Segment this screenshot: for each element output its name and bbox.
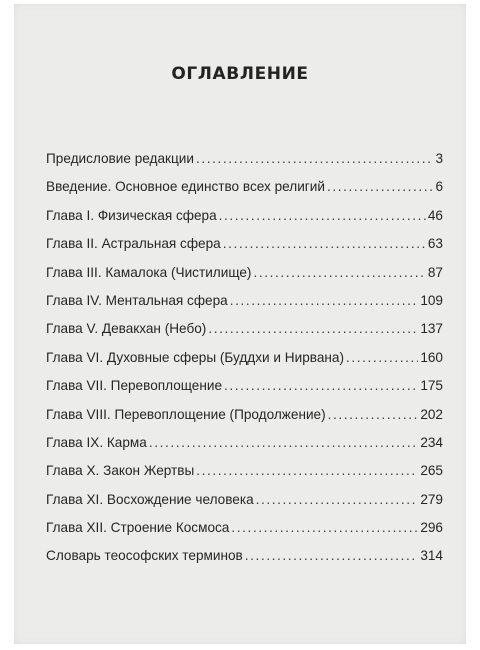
toc-entry-title: Глава XI. Восхождение человека [46, 491, 254, 507]
toc-entry [46, 548, 443, 576]
leader-dots [196, 151, 433, 166]
toc-entry-title: Глава IV. Ментальная сфера [46, 292, 228, 308]
table-of-contents [46, 151, 443, 577]
toc-entry-title: Словарь теософских терминов [46, 548, 243, 564]
toc-entry [46, 208, 443, 236]
toc-entry [46, 350, 443, 378]
toc-entry-page: 3 [435, 151, 443, 166]
toc-entry-title: Глава VII. Перевоплощение [46, 378, 223, 394]
toc-entry-page: 160 [420, 349, 443, 365]
page-title: ОГЛАВЛЕНИЕ [171, 64, 309, 84]
toc-entry-page: 46 [427, 207, 443, 223]
toc-entry-title: Глава IX. Карма [46, 434, 147, 450]
toc-entry-page: 137 [420, 321, 443, 337]
toc-entry [46, 236, 443, 264]
toc-entry [46, 435, 443, 463]
leader-dots [208, 321, 418, 336]
toc-entry-title: Глава XII. Строение Космоса [46, 520, 230, 536]
toc-entry-page: 202 [420, 406, 443, 422]
toc-entry [46, 151, 443, 179]
toc-entry-page: 63 [427, 236, 443, 252]
leader-dots [346, 350, 418, 365]
toc-entry-page: 109 [420, 292, 443, 308]
toc-entry [46, 265, 443, 293]
toc-entry-page: 87 [427, 264, 443, 280]
toc-entry [46, 378, 443, 406]
book-page [14, 4, 466, 644]
toc-entry-page: 234 [420, 434, 443, 450]
toc-entry-title: Введение. Основное единство всех религий [46, 179, 325, 195]
toc-entry-title: Глава V. Девакхан (Небо) [46, 321, 207, 337]
toc-entry [46, 463, 443, 491]
toc-entry-page: 279 [420, 491, 443, 507]
leader-dots [245, 548, 419, 563]
toc-entry [46, 407, 443, 435]
leader-dots [327, 179, 434, 194]
toc-entry [46, 321, 443, 349]
leader-dots [256, 492, 419, 507]
toc-entry-title: Глава X. Закон Жертвы [46, 463, 195, 479]
toc-entry-page: 314 [420, 548, 443, 564]
toc-entry-title: Глава I. Физическая сфера [46, 207, 217, 223]
toc-entry-page: 265 [420, 463, 443, 479]
toc-entry-page: 296 [420, 520, 443, 536]
leader-dots [231, 520, 418, 535]
toc-entry [46, 293, 443, 321]
leader-dots [328, 407, 419, 422]
toc-entry [46, 492, 443, 520]
toc-entry-title: Глава II. Астральная сфера [46, 236, 221, 252]
leader-dots [219, 208, 426, 223]
toc-entry-page: 6 [435, 179, 443, 195]
leader-dots [196, 463, 418, 478]
leader-dots [223, 236, 426, 251]
toc-entry-title: Предисловие редакции [46, 151, 194, 166]
toc-entry-title: Глава III. Камалока (Чистилище) [46, 264, 252, 280]
leader-dots [253, 265, 425, 280]
toc-entry-page: 175 [420, 378, 443, 394]
toc-entry-title: Глава VI. Духовные сферы (Буддхи и Нирвана) [46, 349, 344, 365]
leader-dots [149, 435, 418, 450]
leader-dots [224, 378, 418, 393]
toc-entry-title: Глава VIII. Перевоплощение (Продолжение) [46, 406, 326, 422]
leader-dots [230, 293, 419, 308]
toc-entry [46, 179, 443, 207]
toc-entry [46, 520, 443, 548]
